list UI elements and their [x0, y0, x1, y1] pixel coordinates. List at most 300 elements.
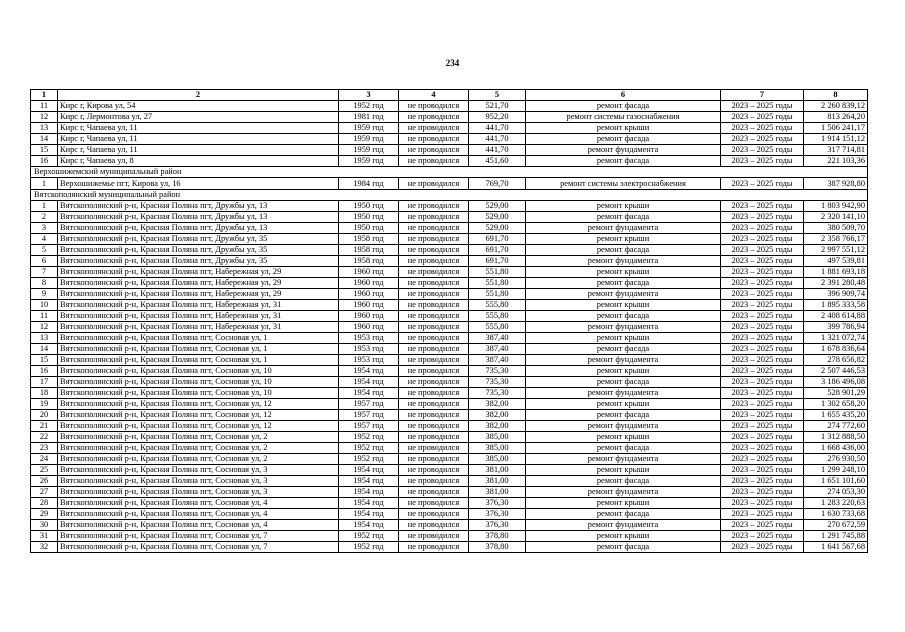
address-cell: Вятскополянский р-н, Красная Поляна пгт, Сосновая ул, 4 [58, 498, 339, 509]
year-cell: 1960 год [339, 300, 399, 311]
row-number: 26 [31, 476, 58, 487]
work-type-cell: ремонт фундамента [526, 223, 721, 234]
area-cell: 385,00 [469, 432, 526, 443]
area-cell: 769,70 [469, 178, 526, 190]
section-title: Вятскополянский муниципальный район [31, 190, 868, 201]
year-cell: 1950 год [339, 201, 399, 212]
address-cell: Вятскополянский р-н, Красная Поляна пгт, Сосновая ул, 4 [58, 520, 339, 531]
address-cell: Кирс г, Чапаева ул, 11 [58, 145, 339, 156]
table-row [31, 498, 868, 509]
period-cell: 2023 – 2025 годы [721, 112, 804, 123]
last-repair-cell: не проводился [399, 498, 469, 509]
table-row [31, 101, 868, 112]
column-number-header: 1 [31, 90, 58, 101]
year-cell: 1954 год [339, 498, 399, 509]
address-cell: Кирс г, Чапаева ул, 11 [58, 123, 339, 134]
last-repair-cell: не проводился [399, 145, 469, 156]
table-row [31, 542, 868, 553]
area-cell: 382,00 [469, 421, 526, 432]
area-cell: 385,00 [469, 454, 526, 465]
row-number: 12 [31, 322, 58, 333]
address-cell: Вятскополянский р-н, Красная Поляна пгт, Набережная ул, 29 [58, 289, 339, 300]
year-cell: 1952 год [339, 432, 399, 443]
row-number: 6 [31, 256, 58, 267]
period-cell: 2023 – 2025 годы [721, 465, 804, 476]
work-type-cell: ремонт фасада [526, 509, 721, 520]
cost-cell: 1 668 436,00 [804, 443, 868, 454]
cost-cell: 2 358 766,17 [804, 234, 868, 245]
table-row [31, 531, 868, 542]
year-cell: 1950 год [339, 223, 399, 234]
period-cell: 2023 – 2025 годы [721, 289, 804, 300]
work-type-cell: ремонт крыши [526, 300, 721, 311]
table-row [31, 234, 868, 245]
cost-cell: 497 539,81 [804, 256, 868, 267]
year-cell: 1952 год [339, 101, 399, 112]
row-number: 32 [31, 542, 58, 553]
cost-cell: 1 506 241,17 [804, 123, 868, 134]
work-type-cell: ремонт системы газоснабжения [526, 112, 721, 123]
row-number: 4 [31, 234, 58, 245]
work-type-cell: ремонт фасада [526, 278, 721, 289]
row-number: 30 [31, 520, 58, 531]
address-cell: Вятскополянский р-н, Красная Поляна пгт, Дружбы ул, 35 [58, 256, 339, 267]
cost-cell: 270 672,59 [804, 520, 868, 531]
row-number: 5 [31, 245, 58, 256]
period-cell: 2023 – 2025 годы [721, 410, 804, 421]
row-number: 20 [31, 410, 58, 421]
period-cell: 2023 – 2025 годы [721, 322, 804, 333]
cost-cell: 2 320 141,10 [804, 212, 868, 223]
last-repair-cell: не проводился [399, 267, 469, 278]
last-repair-cell: не проводился [399, 399, 469, 410]
table-row [31, 289, 868, 300]
row-number: 3 [31, 223, 58, 234]
repair-program-table [30, 89, 868, 553]
work-type-cell: ремонт фасада [526, 134, 721, 145]
table-row [31, 300, 868, 311]
row-number: 18 [31, 388, 58, 399]
year-cell: 1952 год [339, 542, 399, 553]
year-cell: 1954 год [339, 377, 399, 388]
last-repair-cell: не проводился [399, 278, 469, 289]
address-cell: Вятскополянский р-н, Красная Поляна пгт, Набережная ул, 31 [58, 300, 339, 311]
page-number: 234 [445, 58, 460, 68]
address-cell: Вятскополянский р-н, Красная Поляна пгт, Набережная ул, 29 [58, 278, 339, 289]
period-cell: 2023 – 2025 годы [721, 344, 804, 355]
address-cell: Вятскополянский р-н, Красная Поляна пгт, Сосновая ул, 1 [58, 344, 339, 355]
area-cell: 691,70 [469, 245, 526, 256]
area-cell: 381,00 [469, 487, 526, 498]
area-cell: 378,80 [469, 531, 526, 542]
period-cell: 2023 – 2025 годы [721, 101, 804, 112]
address-cell: Вятскополянский р-н, Красная Поляна пгт, Набережная ул, 29 [58, 267, 339, 278]
cost-cell: 317 714,81 [804, 145, 868, 156]
row-number: 9 [31, 289, 58, 300]
last-repair-cell: не проводился [399, 178, 469, 190]
address-cell: Вятскополянский р-н, Красная Поляна пгт, Сосновая ул, 1 [58, 355, 339, 366]
table-row [31, 388, 868, 399]
period-cell: 2023 – 2025 годы [721, 476, 804, 487]
table-row [31, 421, 868, 432]
area-cell: 385,00 [469, 443, 526, 454]
work-type-cell: ремонт фасада [526, 377, 721, 388]
last-repair-cell: не проводился [399, 212, 469, 223]
cost-cell: 1 641 567,68 [804, 542, 868, 553]
cost-cell: 1 302 658,20 [804, 399, 868, 410]
table-row [31, 399, 868, 410]
cost-cell: 276 930,50 [804, 454, 868, 465]
work-type-cell: ремонт фундамента [526, 520, 721, 531]
period-cell: 2023 – 2025 годы [721, 509, 804, 520]
area-cell: 387,40 [469, 344, 526, 355]
area-cell: 441,70 [469, 134, 526, 145]
row-number: 11 [31, 311, 58, 322]
address-cell: Вятскополянский р-н, Красная Поляна пгт, Сосновая ул, 10 [58, 366, 339, 377]
work-type-cell: ремонт крыши [526, 465, 721, 476]
period-cell: 2023 – 2025 годы [721, 267, 804, 278]
area-cell: 387,40 [469, 355, 526, 366]
last-repair-cell: не проводился [399, 366, 469, 377]
column-number-header: 7 [721, 90, 804, 101]
last-repair-cell: не проводился [399, 333, 469, 344]
address-cell: Вятскополянский р-н, Красная Поляна пгт, Дружбы ул, 13 [58, 212, 339, 223]
last-repair-cell: не проводился [399, 454, 469, 465]
last-repair-cell: не проводился [399, 410, 469, 421]
row-number: 10 [31, 300, 58, 311]
address-cell: Кирс г, Чапаева ул, 8 [58, 156, 339, 167]
cost-cell: 1 312 888,50 [804, 432, 868, 443]
last-repair-cell: не проводился [399, 201, 469, 212]
work-type-cell: ремонт фасада [526, 410, 721, 421]
cost-cell: 1 655 435,20 [804, 410, 868, 421]
cost-cell: 2 997 551,12 [804, 245, 868, 256]
area-cell: 378,80 [469, 542, 526, 553]
area-cell: 551,80 [469, 289, 526, 300]
period-cell: 2023 – 2025 годы [721, 134, 804, 145]
year-cell: 1950 год [339, 212, 399, 223]
year-cell: 1960 год [339, 322, 399, 333]
table-row [31, 366, 868, 377]
cost-cell: 274 772,60 [804, 421, 868, 432]
table-row [31, 476, 868, 487]
area-cell: 555,80 [469, 311, 526, 322]
work-type-cell: ремонт фундамента [526, 289, 721, 300]
last-repair-cell: не проводился [399, 256, 469, 267]
period-cell: 2023 – 2025 годы [721, 421, 804, 432]
year-cell: 1959 год [339, 156, 399, 167]
last-repair-cell: не проводился [399, 377, 469, 388]
column-number-header: 6 [526, 90, 721, 101]
year-cell: 1958 год [339, 256, 399, 267]
year-cell: 1960 год [339, 267, 399, 278]
period-cell: 2023 – 2025 годы [721, 498, 804, 509]
address-cell: Вятскополянский р-н, Красная Поляна пгт, Сосновая ул, 10 [58, 377, 339, 388]
area-cell: 529,00 [469, 223, 526, 234]
table-row [31, 212, 868, 223]
period-cell: 2023 – 2025 годы [721, 388, 804, 399]
address-cell: Вятскополянский р-н, Красная Поляна пгт, Сосновая ул, 3 [58, 465, 339, 476]
period-cell: 2023 – 2025 годы [721, 300, 804, 311]
address-cell: Вятскополянский р-н, Красная Поляна пгт, Сосновая ул, 2 [58, 454, 339, 465]
table-body [31, 90, 868, 553]
year-cell: 1954 год [339, 487, 399, 498]
table-row [31, 377, 868, 388]
year-cell: 1952 год [339, 531, 399, 542]
cost-cell: 1 914 151,12 [804, 134, 868, 145]
row-number: 15 [31, 355, 58, 366]
year-cell: 1960 год [339, 289, 399, 300]
last-repair-cell: не проводился [399, 322, 469, 333]
work-type-cell: ремонт крыши [526, 399, 721, 410]
area-cell: 381,00 [469, 476, 526, 487]
row-number: 7 [31, 267, 58, 278]
cost-cell: 1 299 248,10 [804, 465, 868, 476]
last-repair-cell: не проводился [399, 101, 469, 112]
work-type-cell: ремонт крыши [526, 234, 721, 245]
cost-cell: 399 786,94 [804, 322, 868, 333]
work-type-cell: ремонт крыши [526, 531, 721, 542]
last-repair-cell: не проводился [399, 300, 469, 311]
area-cell: 691,70 [469, 256, 526, 267]
year-cell: 1954 год [339, 465, 399, 476]
row-number: 17 [31, 377, 58, 388]
table-row [31, 156, 868, 167]
row-number: 1 [31, 201, 58, 212]
address-cell: Кирс г, Чапаева ул, 11 [58, 134, 339, 145]
work-type-cell: ремонт фасада [526, 542, 721, 553]
column-number-header: 4 [399, 90, 469, 101]
year-cell: 1957 год [339, 399, 399, 410]
address-cell: Вятскополянский р-н, Красная Поляна пгт, Сосновая ул, 1 [58, 333, 339, 344]
section-heading-row [31, 167, 868, 178]
work-type-cell: ремонт фундамента [526, 454, 721, 465]
cost-cell: 2 260 839,12 [804, 101, 868, 112]
table-row [31, 112, 868, 123]
year-cell: 1981 год [339, 112, 399, 123]
row-number: 13 [31, 333, 58, 344]
period-cell: 2023 – 2025 годы [721, 487, 804, 498]
last-repair-cell: не проводился [399, 245, 469, 256]
cost-cell: 1 291 745,88 [804, 531, 868, 542]
area-cell: 735,30 [469, 366, 526, 377]
work-type-cell: ремонт фасада [526, 344, 721, 355]
last-repair-cell: не проводился [399, 134, 469, 145]
period-cell: 2023 – 2025 годы [721, 377, 804, 388]
cost-cell: 1 803 942,90 [804, 201, 868, 212]
table-row [31, 278, 868, 289]
column-number-header: 3 [339, 90, 399, 101]
address-cell: Вятскополянский р-н, Красная Поляна пгт, Дружбы ул, 35 [58, 245, 339, 256]
period-cell: 2023 – 2025 годы [721, 234, 804, 245]
table-row [31, 520, 868, 531]
row-number: 8 [31, 278, 58, 289]
last-repair-cell: не проводился [399, 520, 469, 531]
period-cell: 2023 – 2025 годы [721, 145, 804, 156]
last-repair-cell: не проводился [399, 344, 469, 355]
area-cell: 441,70 [469, 123, 526, 134]
last-repair-cell: не проводился [399, 355, 469, 366]
last-repair-cell: не проводился [399, 421, 469, 432]
cost-cell: 2 507 446,53 [804, 366, 868, 377]
last-repair-cell: не проводился [399, 432, 469, 443]
address-cell: Вятскополянский р-н, Красная Поляна пгт, Сосновая ул, 12 [58, 399, 339, 410]
year-cell: 1958 год [339, 245, 399, 256]
row-number: 22 [31, 432, 58, 443]
address-cell: Кирс г, Кирова ул, 54 [58, 101, 339, 112]
address-cell: Вятскополянский р-н, Красная Поляна пгт, Сосновая ул, 2 [58, 443, 339, 454]
cost-cell: 380 509,70 [804, 223, 868, 234]
address-cell: Вятскополянский р-н, Красная Поляна пгт, Сосновая ул, 7 [58, 531, 339, 542]
cost-cell: 274 053,30 [804, 487, 868, 498]
cost-cell: 813 264,20 [804, 112, 868, 123]
cost-cell: 1 678 836,64 [804, 344, 868, 355]
area-cell: 387,40 [469, 333, 526, 344]
period-cell: 2023 – 2025 годы [721, 223, 804, 234]
work-type-cell: ремонт фундамента [526, 145, 721, 156]
row-number: 12 [31, 112, 58, 123]
section-heading-row [31, 190, 868, 201]
period-cell: 2023 – 2025 годы [721, 245, 804, 256]
table-row [31, 134, 868, 145]
area-cell: 382,00 [469, 410, 526, 421]
area-cell: 376,30 [469, 498, 526, 509]
cost-cell: 278 656,82 [804, 355, 868, 366]
area-cell: 441,70 [469, 145, 526, 156]
last-repair-cell: не проводился [399, 234, 469, 245]
last-repair-cell: не проводился [399, 388, 469, 399]
work-type-cell: ремонт крыши [526, 201, 721, 212]
area-cell: 551,80 [469, 267, 526, 278]
work-type-cell: ремонт крыши [526, 333, 721, 344]
table-row [31, 333, 868, 344]
period-cell: 2023 – 2025 годы [721, 256, 804, 267]
address-cell: Вятскополянский р-н, Красная Поляна пгт, Набережная ул, 31 [58, 311, 339, 322]
cost-cell: 3 186 496,08 [804, 377, 868, 388]
work-type-cell: ремонт крыши [526, 267, 721, 278]
table-row [31, 443, 868, 454]
work-type-cell: ремонт фасада [526, 212, 721, 223]
address-cell: Вятскополянский р-н, Красная Поляна пгт, Сосновая ул, 12 [58, 421, 339, 432]
area-cell: 555,80 [469, 322, 526, 333]
last-repair-cell: не проводился [399, 476, 469, 487]
row-number: 31 [31, 531, 58, 542]
last-repair-cell: не проводился [399, 443, 469, 454]
table-row [31, 355, 868, 366]
year-cell: 1954 год [339, 366, 399, 377]
period-cell: 2023 – 2025 годы [721, 454, 804, 465]
period-cell: 2023 – 2025 годы [721, 520, 804, 531]
year-cell: 1958 год [339, 234, 399, 245]
row-number: 29 [31, 509, 58, 520]
row-number: 16 [31, 366, 58, 377]
period-cell: 2023 – 2025 годы [721, 432, 804, 443]
cost-cell: 221 103,36 [804, 156, 868, 167]
cost-cell: 1 895 333,58 [804, 300, 868, 311]
work-type-cell: ремонт фасада [526, 101, 721, 112]
address-cell: Вятскополянский р-н, Красная Поляна пгт, Дружбы ул, 35 [58, 234, 339, 245]
period-cell: 2023 – 2025 годы [721, 278, 804, 289]
work-type-cell: ремонт фундамента [526, 487, 721, 498]
period-cell: 2023 – 2025 годы [721, 178, 804, 190]
work-type-cell: ремонт фасада [526, 311, 721, 322]
last-repair-cell: не проводился [399, 542, 469, 553]
work-type-cell: ремонт фундамента [526, 421, 721, 432]
table-row [31, 454, 868, 465]
year-cell: 1954 год [339, 509, 399, 520]
cost-cell: 1 651 101,60 [804, 476, 868, 487]
year-cell: 1959 год [339, 123, 399, 134]
address-cell: Вятскополянский р-н, Красная Поляна пгт, Сосновая ул, 7 [58, 542, 339, 553]
area-cell: 376,30 [469, 509, 526, 520]
table-row [31, 487, 868, 498]
period-cell: 2023 – 2025 годы [721, 156, 804, 167]
row-number: 13 [31, 123, 58, 134]
area-cell: 952,20 [469, 112, 526, 123]
row-number: 19 [31, 399, 58, 410]
work-type-cell: ремонт системы электроснабжения [526, 178, 721, 190]
period-cell: 2023 – 2025 годы [721, 366, 804, 377]
row-number: 21 [31, 421, 58, 432]
year-cell: 1957 год [339, 421, 399, 432]
address-cell: Вятскополянский р-н, Красная Поляна пгт, Сосновая ул, 12 [58, 410, 339, 421]
year-cell: 1957 год [339, 410, 399, 421]
cost-cell: 1 630 733,68 [804, 509, 868, 520]
table-row [31, 509, 868, 520]
cost-cell: 2 391 280,48 [804, 278, 868, 289]
last-repair-cell: не проводился [399, 487, 469, 498]
area-cell: 529,00 [469, 201, 526, 212]
section-title: Верхошижемский муниципальный район [31, 167, 868, 178]
year-cell: 1984 год [339, 178, 399, 190]
row-number: 1 [31, 178, 58, 190]
area-cell: 555,80 [469, 300, 526, 311]
table-row [31, 223, 868, 234]
work-type-cell: ремонт фундамента [526, 388, 721, 399]
table-row [31, 123, 868, 134]
work-type-cell: ремонт крыши [526, 366, 721, 377]
table-row [31, 410, 868, 421]
column-number-header: 5 [469, 90, 526, 101]
row-number: 25 [31, 465, 58, 476]
table-row [31, 178, 868, 190]
work-type-cell: ремонт фасада [526, 476, 721, 487]
row-number: 11 [31, 101, 58, 112]
area-cell: 529,00 [469, 212, 526, 223]
area-cell: 691,70 [469, 234, 526, 245]
cost-cell: 387 928,80 [804, 178, 868, 190]
last-repair-cell: не проводился [399, 223, 469, 234]
period-cell: 2023 – 2025 годы [721, 531, 804, 542]
area-cell: 451,60 [469, 156, 526, 167]
last-repair-cell: не проводился [399, 112, 469, 123]
work-type-cell: ремонт крыши [526, 432, 721, 443]
work-type-cell: ремонт фасада [526, 245, 721, 256]
row-number: 14 [31, 344, 58, 355]
address-cell: Кирс г, Лермонтова ул, 27 [58, 112, 339, 123]
area-cell: 382,00 [469, 399, 526, 410]
year-cell: 1953 год [339, 344, 399, 355]
table-row [31, 245, 868, 256]
table-row [31, 322, 868, 333]
period-cell: 2023 – 2025 годы [721, 201, 804, 212]
cost-cell: 528 901,29 [804, 388, 868, 399]
last-repair-cell: не проводился [399, 289, 469, 300]
address-cell: Вятскополянский р-н, Красная Поляна пгт, Сосновая ул, 3 [58, 476, 339, 487]
address-cell: Вятскополянский р-н, Красная Поляна пгт, Дружбы ул, 13 [58, 201, 339, 212]
last-repair-cell: не проводился [399, 311, 469, 322]
address-cell: Вятскополянский р-н, Красная Поляна пгт, Набережная ул, 31 [58, 322, 339, 333]
